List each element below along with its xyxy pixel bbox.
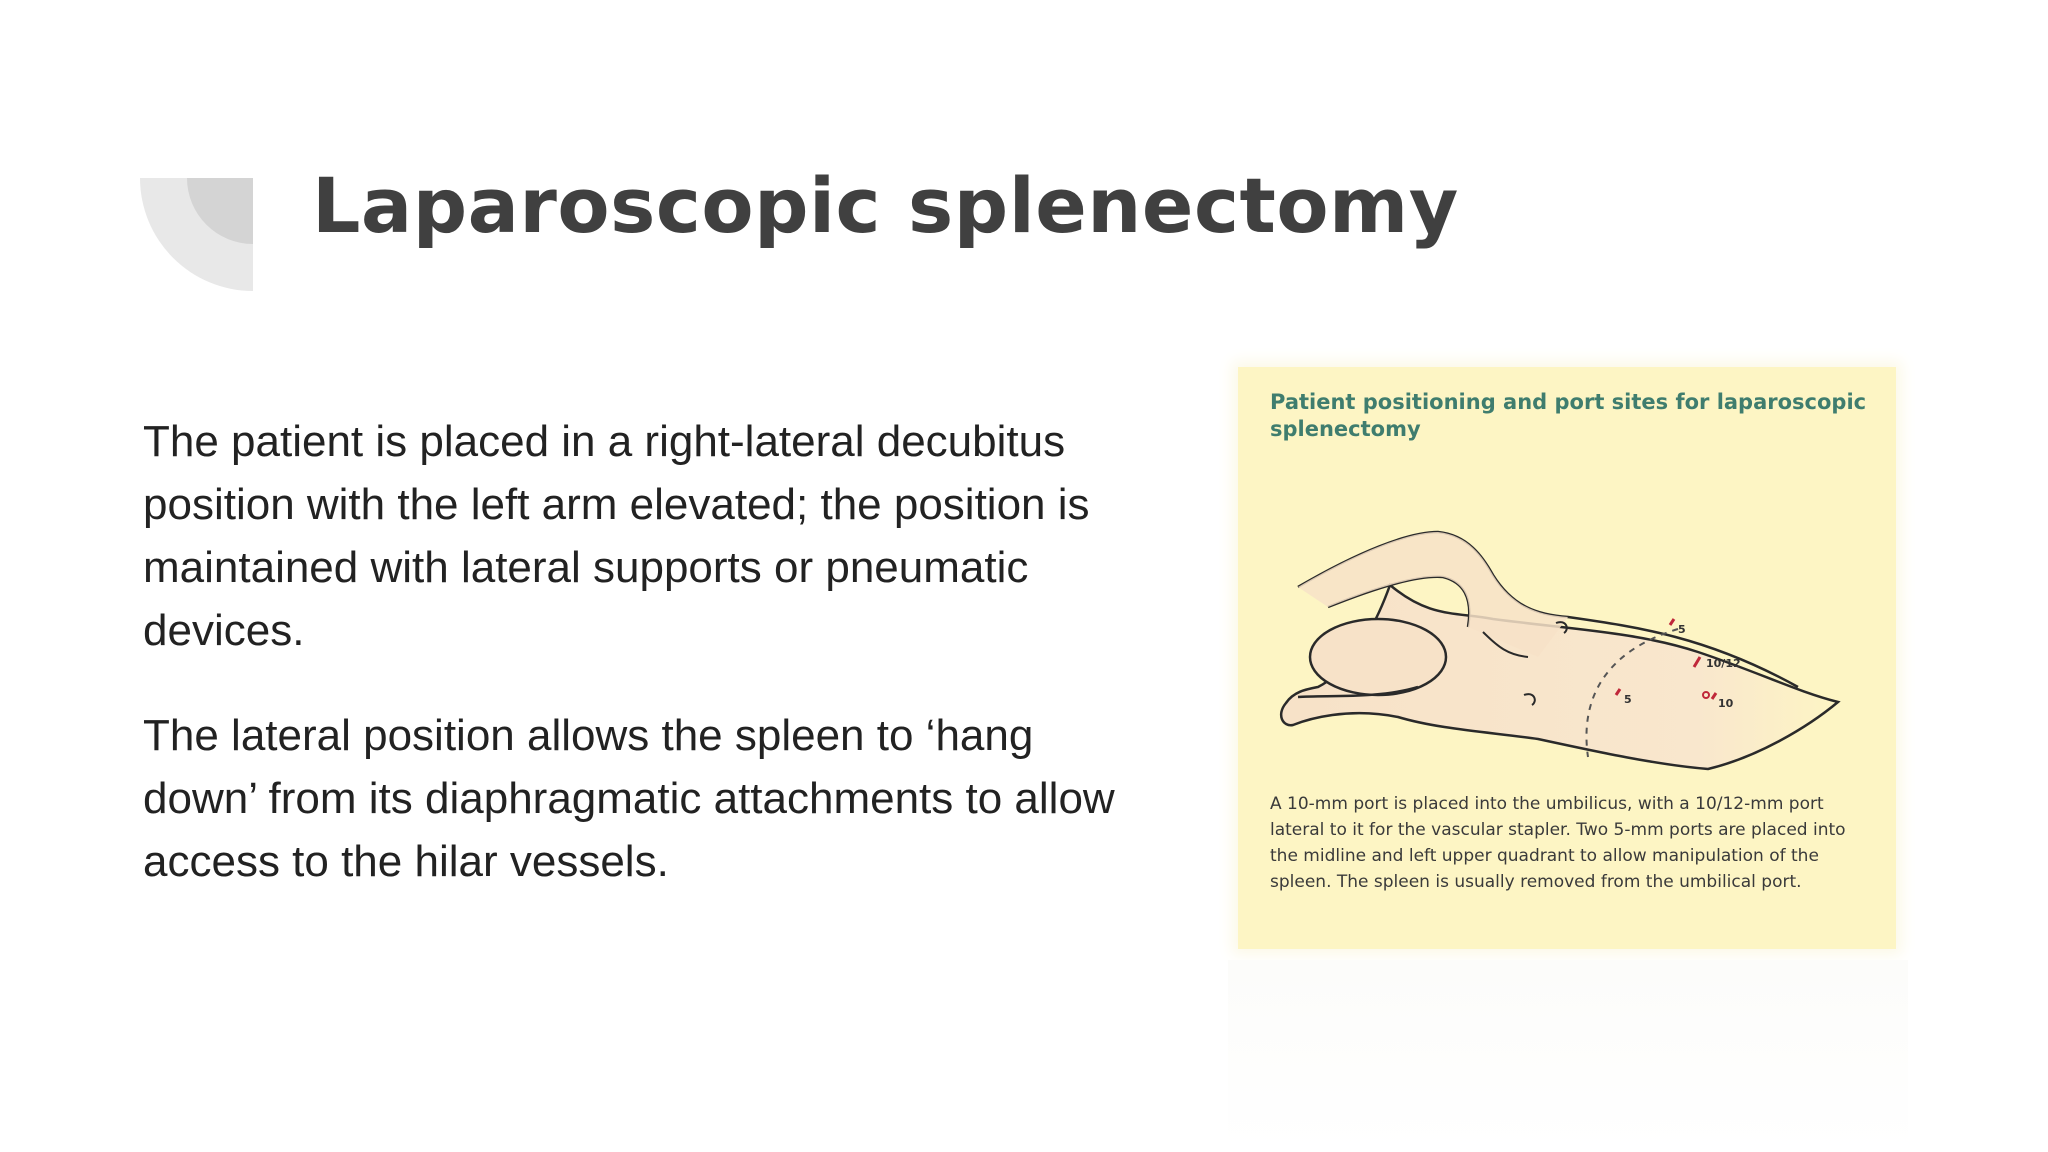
positioning-figure bbox=[1238, 367, 1896, 949]
port-mark bbox=[1670, 619, 1674, 625]
figure-shadow-fade bbox=[1228, 960, 1908, 1152]
paragraph-positioning: The patient is placed in a right-lateral decubitus position with the left arm elevated; the position is maintained with lateral supports or pneumatic devices. bbox=[143, 417, 1090, 655]
port-label: 5 bbox=[1624, 693, 1632, 706]
figure-title: Patient positioning and port sites for laparoscopic splenectomy bbox=[1270, 390, 1867, 441]
figure-caption: A 10-mm port is placed into the umbilicus, with a 10/12-mm port lateral to it for the vascular stapler. Two 5-mm ports are placed into the midline and left upper quadrant to allow manipulation of the spleen. The spleen is usually removed from the umbilical port. bbox=[1270, 794, 1846, 892]
head-outline bbox=[1310, 619, 1446, 695]
port-label: 5 bbox=[1678, 623, 1686, 636]
paragraph-lateral-position: The lateral position allows the spleen to ‘hang down’ from its diaphragmatic attachments to allow access to the hilar vessels. bbox=[143, 711, 1115, 886]
corner-decoration bbox=[140, 178, 253, 291]
port-label: 10 bbox=[1718, 697, 1734, 710]
body-text bbox=[143, 410, 1153, 935]
page-title: Laparoscopic splenectomy bbox=[312, 161, 1459, 250]
patient-illustration bbox=[1238, 457, 1896, 787]
port-label: 10/12 bbox=[1706, 657, 1741, 670]
